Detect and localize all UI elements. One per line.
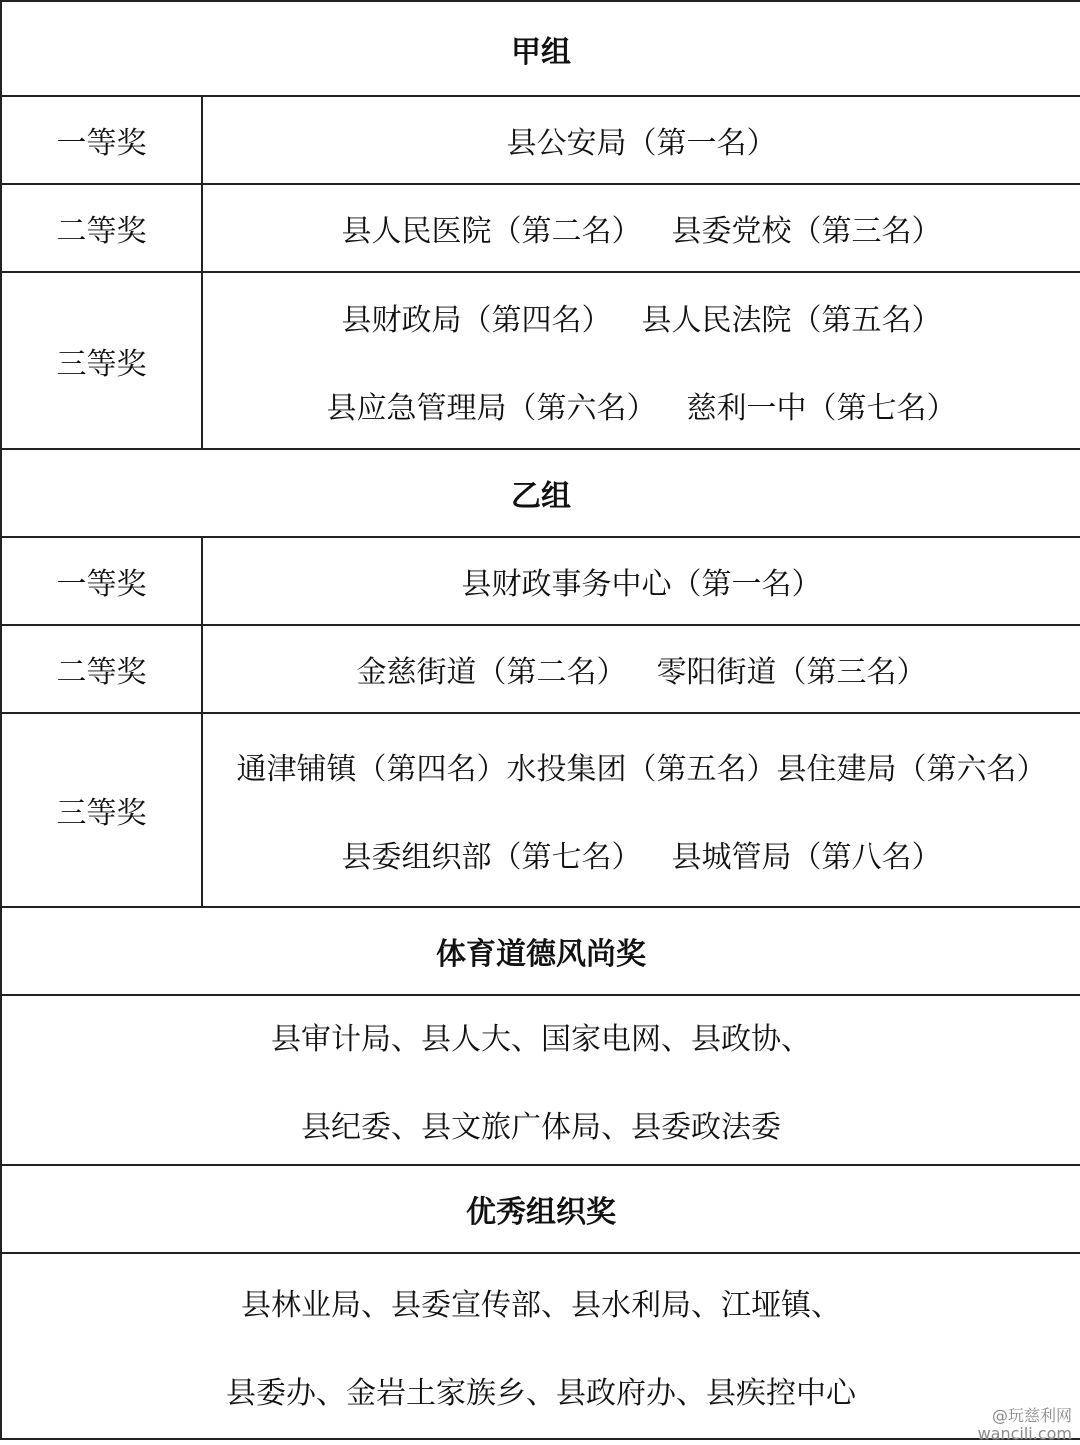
group-b-second-prize-row (1, 625, 1080, 713)
group-b-title: 乙组 (1, 449, 1080, 537)
award-winners (202, 272, 1080, 449)
site-watermark (952, 1407, 1072, 1443)
organization-list-row (1, 1253, 1080, 1439)
award-winners (202, 96, 1080, 184)
winner-entry: 金慈街道（第二名） (356, 655, 627, 690)
winner-entry: 县人民医院（第二名） (341, 214, 642, 249)
group-b-first-prize-row (1, 537, 1080, 625)
winner-entry: 县应急管理局（第六名） (326, 390, 657, 426)
group-a-header-row (1, 1, 1080, 96)
sportsmanship-winners (1, 995, 1080, 1165)
winner-line (203, 647, 1080, 691)
winner-entry: 县财政事务中心（第一名） (461, 567, 822, 602)
winner-line (203, 383, 1080, 427)
winner-line: 县林业局、县委宣传部、县水利局、江垭镇、 (241, 1288, 841, 1323)
award-label: 二等奖 (1, 184, 202, 272)
winner-line (203, 206, 1080, 250)
winner-entry: 通津铺镇（第四名）水投集团（第五名）县住建局（第六名） (236, 752, 1047, 787)
winner-line (203, 559, 1080, 603)
organization-header-row (1, 1165, 1080, 1253)
award-label: 三等奖 (1, 272, 202, 449)
winner-entry: 慈利一中（第七名） (686, 390, 957, 426)
winner-entry: 零阳街道（第三名） (656, 655, 927, 690)
winner-line: 县审计局、县人大、国家电网、县政协、 (271, 1022, 811, 1057)
winner-line (203, 832, 1080, 876)
group-b-header-row (1, 449, 1080, 537)
sportsmanship-list-row (1, 995, 1080, 1165)
winner-line: 县委办、金岩土家族乡、县政府办、县疾控中心 (226, 1376, 856, 1411)
award-winners (202, 713, 1080, 907)
group-a-first-prize-row (1, 96, 1080, 184)
award-label: 一等奖 (1, 96, 202, 184)
group-a-third-prize-row (1, 272, 1080, 449)
award-winners (202, 625, 1080, 713)
organization-title: 优秀组织奖 (1, 1165, 1080, 1253)
winner-entry: 县委组织部（第七名） (341, 840, 642, 875)
watermark-domain: wancili.com (977, 1424, 1072, 1443)
winner-entry: 县城管局（第八名） (671, 840, 942, 875)
group-b-third-prize-row (1, 713, 1080, 907)
winner-line (203, 118, 1080, 162)
winner-line (203, 744, 1080, 788)
award-label: 一等奖 (1, 537, 202, 625)
award-label: 二等奖 (1, 625, 202, 713)
sportsmanship-header-row (1, 907, 1080, 995)
winner-entry: 县人民法院（第五名） (641, 302, 942, 338)
group-a-second-prize-row (1, 184, 1080, 272)
organization-winners (1, 1253, 1080, 1439)
award-label: 三等奖 (1, 713, 202, 907)
group-a-title: 甲组 (1, 1, 1080, 96)
watermark-handle: @玩慈利网 (991, 1406, 1072, 1425)
winner-line (203, 295, 1080, 339)
winner-line: 县纪委、县文旅广体局、县委政法委 (301, 1110, 781, 1145)
winner-entry: 县财政局（第四名） (341, 302, 612, 338)
award-winners (202, 537, 1080, 625)
award-winners (202, 184, 1080, 272)
sportsmanship-title: 体育道德风尚奖 (1, 907, 1080, 995)
winner-entry: 县委党校（第三名） (671, 214, 942, 249)
winner-entry: 县公安局（第一名） (506, 126, 777, 161)
